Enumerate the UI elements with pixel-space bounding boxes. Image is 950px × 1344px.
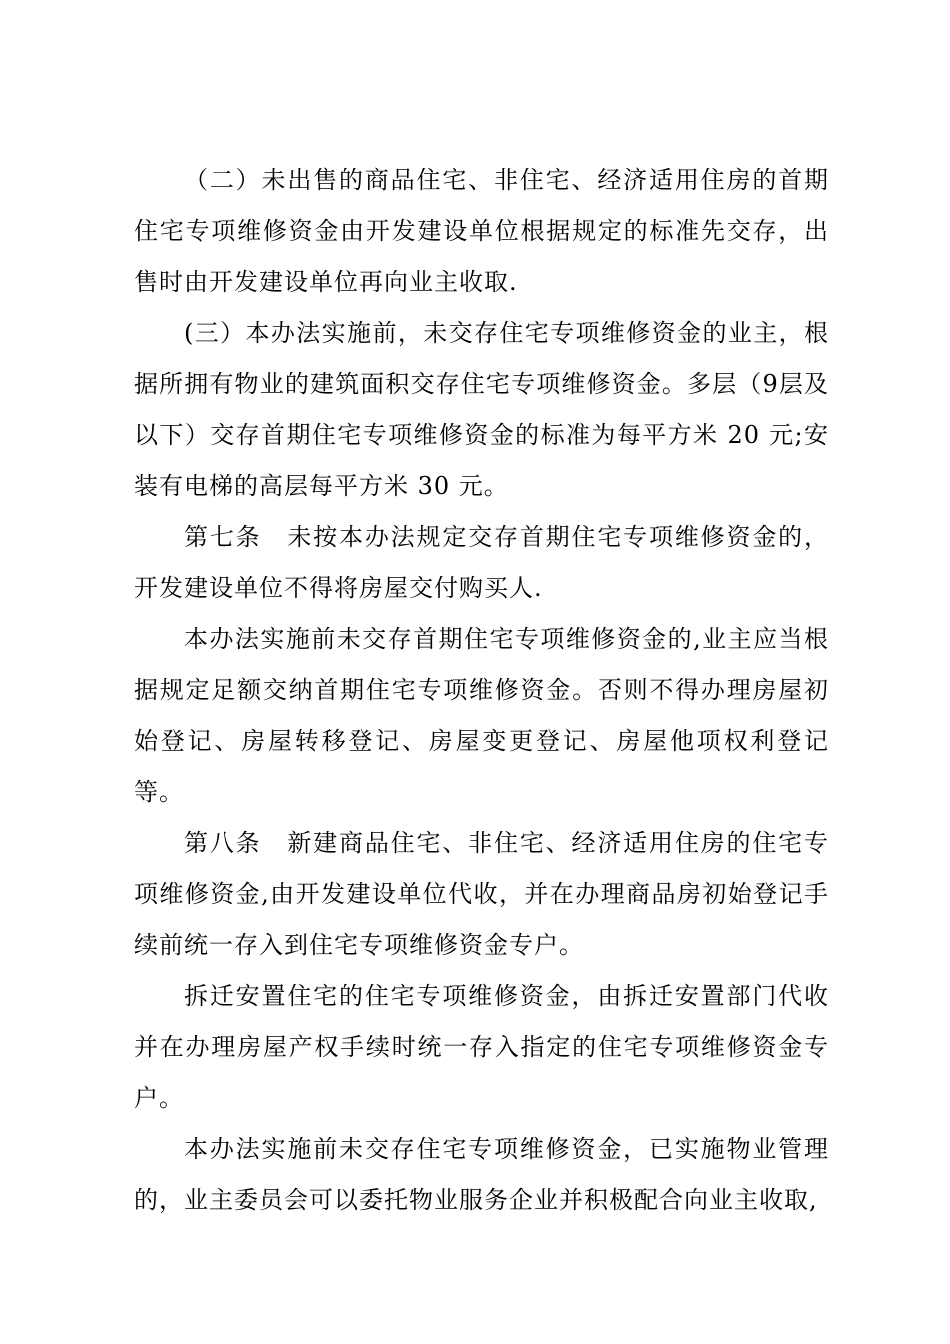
- paragraph-article-8: 第八条 新建商品住宅、非住宅、经济适用住房的住宅专项维修资金,由开发建设单位代收，并在办理商品房初始登记手续前统一存入到住宅专项维修资金专户。: [134, 829, 829, 959]
- paragraph-3-pre-implementation-owners: (三）本办法实施前，未交存住宅专项维修资金的业主，根据所拥有物业的建筑面积交存住宅专项维修资金。多层（9层及以下）交存首期住宅专项维修资金的标准为每平方米 20 元;安装有电梯的高层每平方米 30 元。: [134, 319, 829, 500]
- paragraph-owners-committee: 本办法实施前未交存住宅专项维修资金，已实施物业管理的，业主委员会可以委托物业服务企业并积极配合向业主收取,: [134, 1135, 829, 1214]
- paragraph-article-7: 第七条 未按本办法规定交存首期住宅专项维修资金的，开发建设单位不得将房屋交付购买人.: [134, 523, 829, 602]
- paragraph-article-7-supplement: 本办法实施前未交存首期住宅专项维修资金的,业主应当根据规定足额交纳首期住宅专项维修资金。否则不得办理房屋初始登记、房屋转移登记、房屋变更登记、房屋他项权利登记等。: [134, 625, 829, 806]
- document-body: [134, 155, 829, 1226]
- paragraph-2-unsold-housing: （二）未出售的商品住宅、非住宅、经济适用住房的首期住宅专项维修资金由开发建设单位根据规定的标准先交存，出售时由开发建设单位再向业主收取.: [134, 166, 829, 296]
- paragraph-relocation-housing: 拆迁安置住宅的住宅专项维修资金，由拆迁安置部门代收并在办理房屋产权手续时统一存入指定的住宅专项维修资金专户。: [134, 982, 829, 1112]
